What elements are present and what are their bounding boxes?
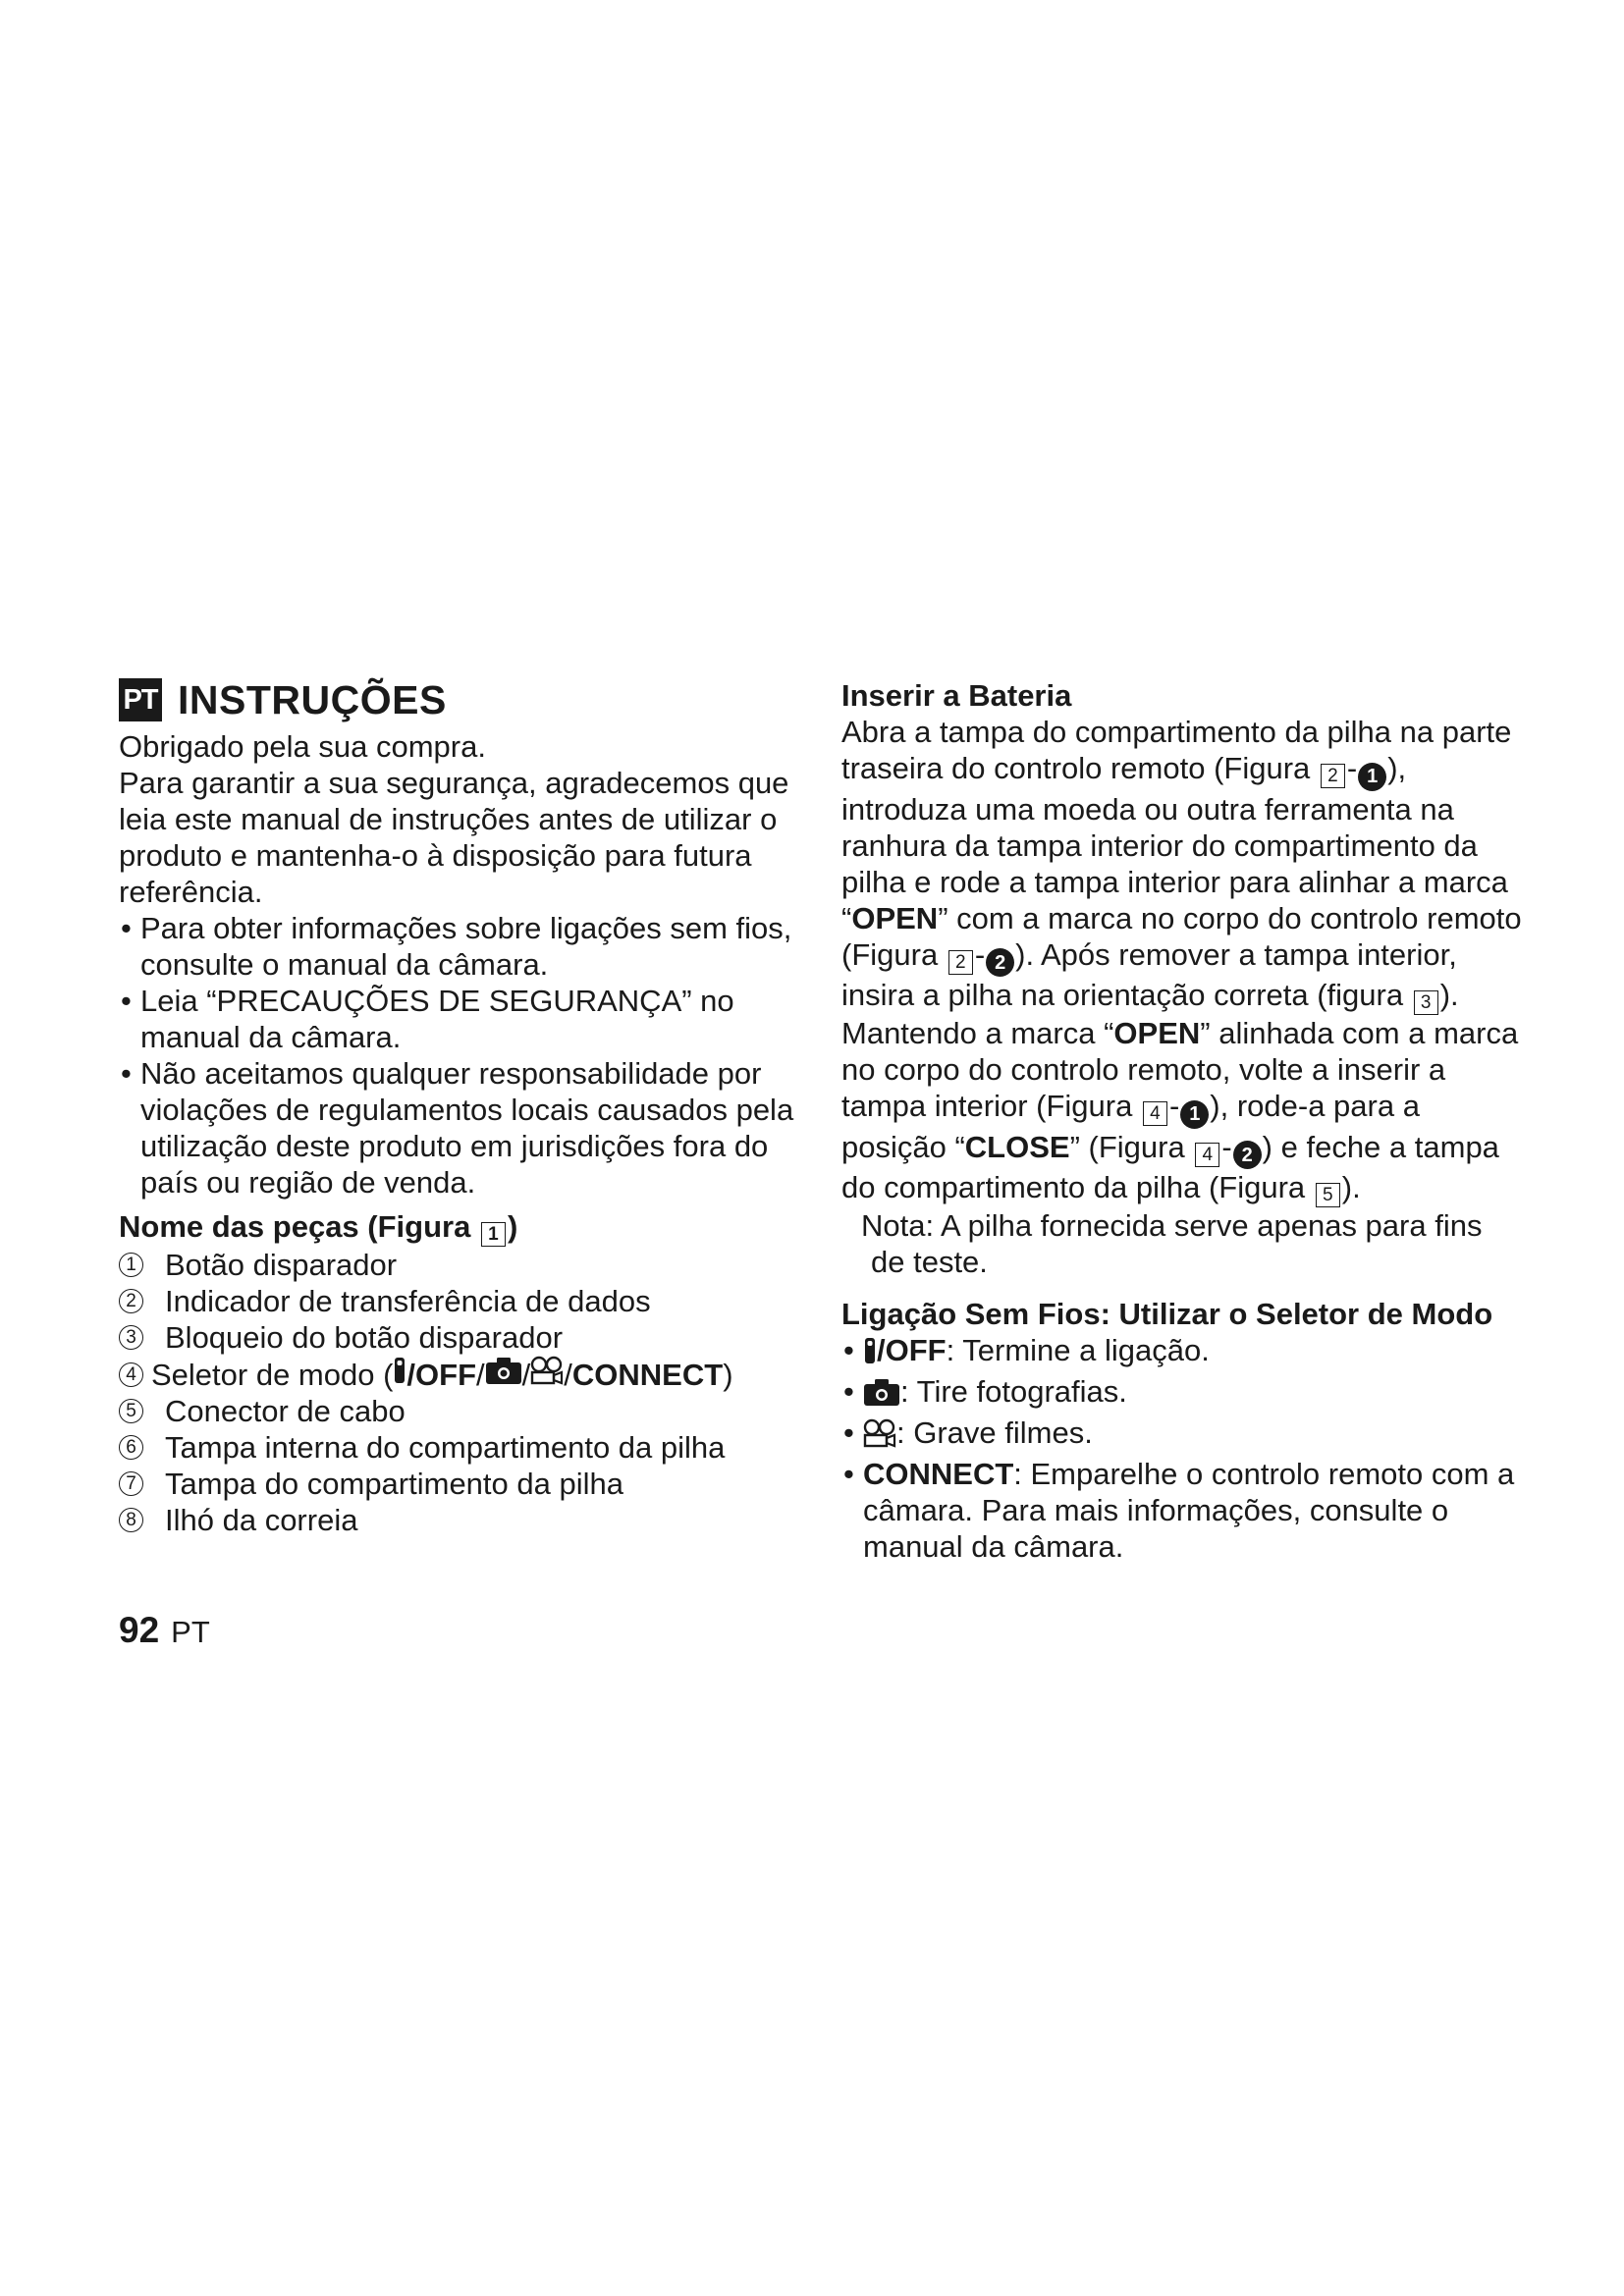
parts-heading: Nome das peças (Figura 1 ) [119,1209,518,1245]
part-number: 4 [119,1362,143,1387]
list-item: 2 Indicador de transferência de dados [119,1283,796,1319]
step-marker: 1 [1358,763,1386,791]
camera-icon [485,1356,522,1393]
intro-bullets [119,910,796,1201]
list-item: 1 Botão disparador [119,1247,796,1283]
page-number: 92 [119,1610,160,1650]
part-number: 3 [119,1325,143,1350]
footer-language: PT [171,1615,210,1649]
wireless-heading: Ligação Sem Fios: Utilizar o Seletor de Modo [841,1297,1493,1331]
left-column [119,671,796,1538]
list-item: 7 Tampa do compartimento da pilha [119,1466,796,1502]
battery-note: Nota: A pilha fornecida serve apenas para fins [861,1208,1483,1243]
figure-ref: 5 [1316,1183,1340,1207]
language-badge: PT [119,678,162,721]
figure-ref: 2 [1321,764,1345,788]
step-marker: 1 [1180,1100,1209,1129]
part-number: 2 [119,1289,143,1313]
page-title: INSTRUÇÕES [178,676,447,722]
list-item: • : Tire fotografias. [841,1373,1529,1415]
step-marker: 2 [1233,1141,1262,1169]
figure-ref: 4 [1195,1143,1219,1167]
remote-shutter-icon [863,1336,877,1373]
remote-shutter-icon [393,1356,406,1393]
parts-list [119,1247,796,1538]
title-row [119,671,796,728]
list-item: 4 Seletor de modo ( /OFF / / / CONNECT ) [119,1356,796,1393]
movie-camera-icon [863,1418,896,1456]
list-item: 5 Conector de cabo [119,1393,796,1429]
list-item: 8 Ilhó da correia [119,1502,796,1538]
step-marker: 2 [986,948,1014,977]
wireless-list [841,1332,1529,1565]
part-number: 7 [119,1471,143,1496]
battery-instructions: Abra a tampa do compartimento da pilha na parte traseira do controlo remoto (Figura 2 - 1 ), introduza uma moeda ou outra ferramenta na ranhura da tampa interior do compartimento da pilha e rode a tampa interior para alinhar a marca “OPEN” com a marca no corpo do controlo remoto (Figura 2 - 2 ). Após remover a tampa interior, insira a pilha na orientação correta (figura 3 ). Mantendo a marca “OPEN” alinhada com a marca no corpo do controlo remoto, volte a inserir a tampa interior (Figura 4 - 1 ), rode-a para a posição “CLOSE” (Figura 4 - 2 ) e feche a tampa do compartimento da pilha (Figura 5 ). [841,715,1522,1205]
list-item: • CONNECT: Emparelhe o controlo remoto com a câmara. Para mais informações, consulte o manual da câmara. [841,1456,1529,1565]
part-number: 6 [119,1435,143,1460]
camera-icon [863,1377,900,1415]
part-number: 8 [119,1508,143,1532]
list-item: • /OFF: Termine a ligação. [841,1332,1529,1373]
figure-ref: 1 [481,1222,506,1247]
intro-safety: Para garantir a sua segurança, agradecemos que leia este manual de instruções antes de utilizar o produto e mantenha-o à disposição para futura referência. [119,766,789,909]
battery-heading: Inserir a Bateria [841,678,1072,713]
list-item: 3 Bloqueio do botão disparador [119,1319,796,1356]
part-number: 1 [119,1253,143,1277]
figure-ref: 3 [1414,990,1438,1015]
list-item: 6 Tampa interna do compartimento da pilha [119,1429,796,1466]
battery-note-cont: de teste. [871,1245,988,1279]
part-number: 5 [119,1399,143,1423]
bullet-item: • Leia “PRECAUÇÕES DE SEGURANÇA” no manual da câmara. [119,983,796,1055]
intro-thanks: Obrigado pela sua compra. [119,729,486,764]
figure-ref: 2 [948,950,973,975]
page-footer [119,1610,210,1651]
figure-ref: 4 [1143,1101,1167,1126]
bullet-item: • Não aceitamos qualquer responsabilidade por violações de regulamentos locais causados pela utilização deste produto em jurisdições fora do país ou região de venda. [119,1055,796,1201]
list-item: • : Grave filmes. [841,1415,1529,1456]
right-column [841,671,1529,1565]
movie-camera-icon [530,1356,564,1393]
bullet-item: • Para obter informações sobre ligações sem fios, consulte o manual da câmara. [119,910,796,983]
